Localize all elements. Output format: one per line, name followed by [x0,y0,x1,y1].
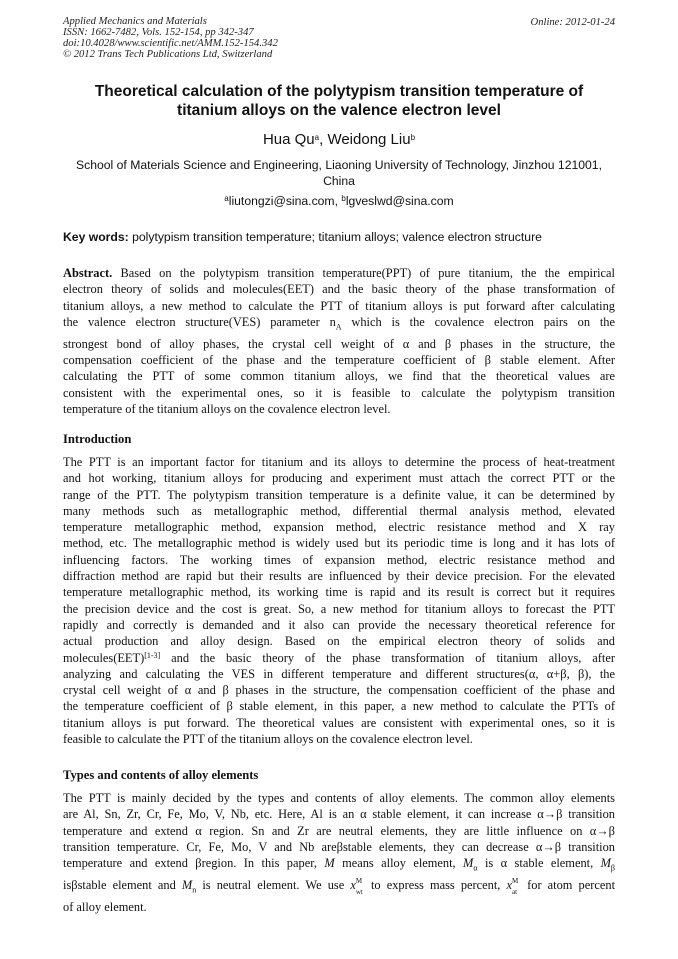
affiliation: School of Materials Science and Engineering, Liaoning University of Technology, Jinzhou 121001, China [76,158,602,188]
online-date: Online: 2012-01-24 [530,17,615,28]
authors: Hua Qu$^a$, Weidong Liu$^b$ [262,131,416,148]
author-name: Weidong Liu [327,131,411,148]
copyright-line: © 2012 Trans Tech Publications Ltd, Switzerland [63,49,273,60]
author-name: Hua Qu [262,131,315,148]
abstract: Abstract. Based on the polytypism transition temperature(PPT) of pure titanium, the the empirical electron theory of solids and molecules(EET) and the basic theory of the phase transformation of titanium alloys, a new method to calculate the PTT of titanium alloys is put forward after calculating the valence electron structure(VES) parameter $n_A$ which is the covalence electron pairs on the strongest bond of alloy phases, the crystal cell weight of α and β phases in the structure, the compensation coefficient of the phase and the temperature coefficient of β stable element. After calculating the PTT of some common titanium alloys, we find that the theoretical values are consistent with the experimental ones, so it is feasible to calculate the polytypism transition temperature of the titanium alloys on the covalence electron level. [63,266,615,416]
doi-line: doi:10.4028/www.scientific.net/AMM.152-154.342 [63,38,278,49]
keywords-label: Key words: [63,230,129,244]
section-heading-introduction: Introduction [63,432,132,446]
introduction-paragraph: The PTT is an important factor for titanium and its alloys to determine the process of heat-treatment and hot working, titanium alloys for producing and experiment must attach the correct PTT or the range of the PTT. The polytypism transition temperature is a definite value, it can be determined by many methods such as metallographic method, differential thermal analysis method, elevated temperature metallographic method, expansion method, electric resistance method and X ray method, etc. The metallographic method is widely used but its periodic time is long and it has lots of influencing factors. The working times of expansion method, electric resistance method and diffraction method are rapid but their results are influenced by their device precision. For the elevated temperature metallographic method, its working time is rapid and its result is correct but it requires the precision device and the cost is great. So, a new method for titanium alloys to forecast the PTT rapidly and correctly is demanded and it also can provide the necessary theoretical reference for actual production and alloy design. Based on the empirical electron theory of solids and molecules(EET)[1-3] and the basic theory of the phase transformation of titanium alloys, after analyzing and calculating the VES in different temperature and different structures(α, α+β, β), the crystal cell weight of α and β phases in the structure, the compensation coefficient of the phase and the temperature coefficient of β stable element, in this paper, a new method to calculate the PTTs of titanium alloys is put forward. The theoretical values are consistent with experimental ones, so it is feasible to calculate the PTT of the titanium alloys on the covalence electron level. [63,455,615,747]
issn-line: ISSN: 1662-7482, Vols. 152-154, pp 342-347 [63,27,254,38]
keywords: Key words: polytypism transition temperature; titanium alloys; valence electron structure [63,230,542,244]
email-link[interactable]: lgveslwd@sina.com [345,194,454,208]
author-emails: $^a$liutongzi@sina.com, $^b$lgveslwd@sina.com [224,194,454,208]
journal-name: Applied Mechanics and Materials [63,16,207,27]
paper-title: Theoretical calculation of the polytypism transition temperature of titanium alloys on the valence electron level [94,83,584,119]
section-heading-types: Types and contents of alloy elements [63,768,259,782]
abstract-label: Abstract. [63,266,113,280]
citation[interactable]: [1-3] [144,650,161,660]
email-link[interactable]: liutongzi@sina.com, [228,194,342,208]
types-paragraph: The PTT is mainly decided by the types and contents of alloy elements. The common alloy elements are Al, Sn, Zr, Cr, Fe, Mo, V, Nb, etc. Here, Al is an α stable element, it can increase α→β transition temperature and extend α region. Sn and Zr are neutral elements, they are little influence on α→β transition temperature. Cr, Fe, Mo, V and Nb areβstable elements, they can decrease α→β transition temperature and extend βregion. In this paper, M means alloy element, $M_\alpha$ is α stable element, $M_\beta$ isβstable element and $M_n$ is neutral element. We use x M wt to express mass percent, x M at for atom percent of alloy element. [63,791,616,914]
